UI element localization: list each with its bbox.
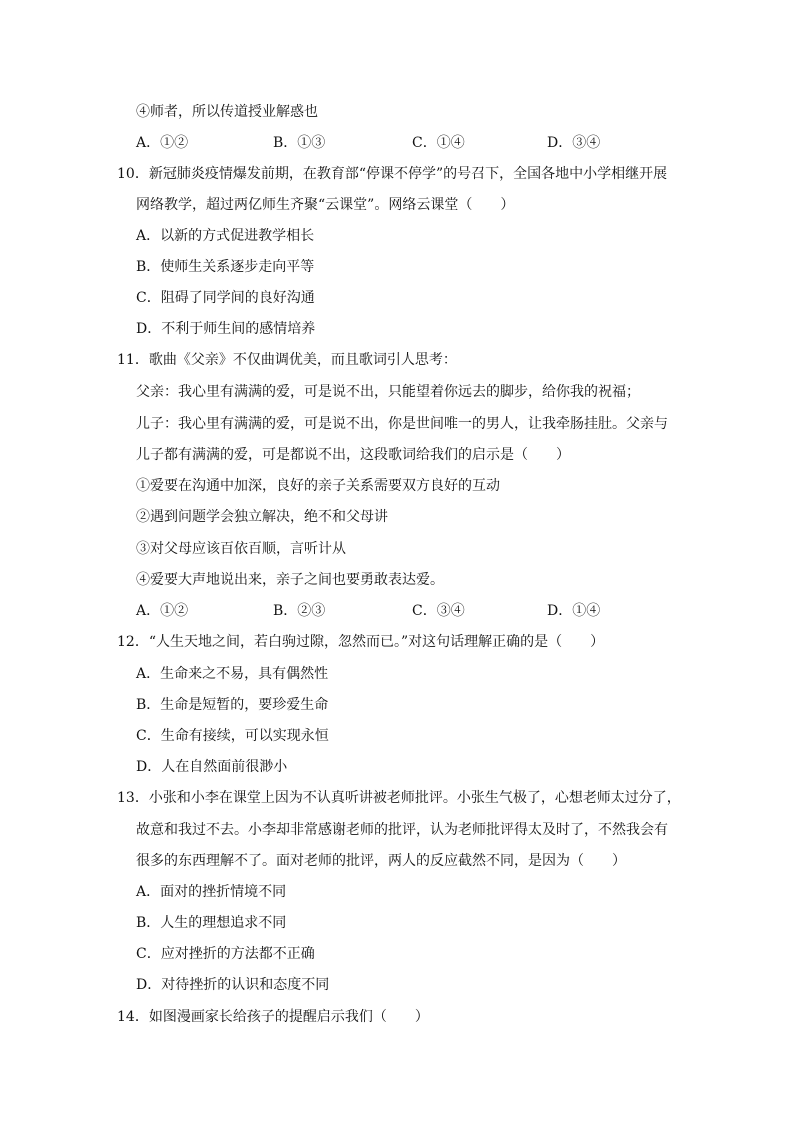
q11-options bbox=[136, 601, 696, 621]
q10-option-a: A．以新的方式促进教学相长 bbox=[136, 228, 315, 244]
q11-item-1: ①爱要在沟通中加深，良好的亲子关系需要双方良好的互动 bbox=[136, 478, 500, 494]
q13-stem-line-3: 很多的东西理解不了。面对老师的批评，两人的反应截然不同，是因为（ ） bbox=[136, 853, 626, 869]
q10-stem-line-2: 网络教学，超过两亿师生齐聚“云课堂”。网络云课堂（ ） bbox=[136, 197, 515, 213]
q9-option-b: B．①③ bbox=[273, 135, 326, 151]
q12-stem: 12．“人生天地之间，若白驹过隙，忽然而已。”对这句话理解正确的是（ ） bbox=[117, 634, 605, 650]
q12-option-c: C．生命有接续，可以实现永恒 bbox=[136, 728, 329, 744]
q11-item-4: ④爱要大声地说出来，亲子之间也要勇敢表达爱。 bbox=[136, 572, 444, 588]
q11-stem-line-4: 儿子都有满满的爱，可是都说不出，这段歌词给我们的启示是（ ） bbox=[136, 447, 570, 463]
q9-item-4: ④师者，所以传道授业解惑也 bbox=[136, 104, 318, 120]
q14-stem: 14．如图漫画家长给孩子的提醒启示我们（ ） bbox=[117, 1009, 429, 1025]
q12-option-a: A．生命来之不易，具有偶然性 bbox=[136, 666, 329, 682]
q9-option-c: C．①④ bbox=[412, 135, 465, 151]
q10-option-b: B．使师生关系逐步走向平等 bbox=[136, 259, 315, 275]
q13-stem-line-2: 故意和我过不去。小李却非常感谢老师的批评，认为老师批评得太及时了，不然我会有 bbox=[136, 822, 668, 838]
q11-item-2: ②遇到问题学会独立解决，绝不和父母讲 bbox=[136, 509, 388, 525]
q11-item-3: ③对父母应该百依百顺，言听计从 bbox=[136, 541, 346, 557]
q13-option-b: B．人生的理想追求不同 bbox=[136, 915, 287, 931]
q11-lyric-son: 儿子：我心里有满满的爱，可是说不出，你是世间唯一的男人，让我牵肠挂肚。父亲与 bbox=[136, 416, 668, 432]
q11-option-c: C．③④ bbox=[412, 603, 465, 619]
q11-option-a: A．①② bbox=[136, 603, 189, 619]
q13-option-d: D．对待挫折的认识和态度不同 bbox=[136, 977, 330, 993]
q13-option-a: A．面对的挫折情境不同 bbox=[136, 884, 287, 900]
q10-stem-line-1: 10．新冠肺炎疫情爆发前期，在教育部“停课不停学”的号召下，全国各地中小学相继开展 bbox=[117, 166, 668, 182]
q12-option-b: B．生命是短暂的，要珍爱生命 bbox=[136, 697, 329, 713]
q10-option-d: D．不利于师生间的感情培养 bbox=[136, 321, 316, 337]
q11-option-d: D．①④ bbox=[547, 603, 601, 619]
q10-option-c: C．阻碍了同学间的良好沟通 bbox=[136, 290, 315, 306]
q9-option-a: A．①② bbox=[136, 135, 189, 151]
q13-option-c: C．应对挫折的方法都不正确 bbox=[136, 946, 315, 962]
q9-options bbox=[136, 133, 696, 153]
q13-stem-line-1: 13．小张和小李在课堂上因为不认真听讲被老师批评。小张生气极了，心想老师太过分了， bbox=[117, 790, 681, 806]
q12-option-d: D．人在自然面前很渺小 bbox=[136, 759, 288, 775]
q11-option-b: B．②③ bbox=[273, 603, 326, 619]
q11-lyric-father: 父亲：我心里有满满的爱，可是说不出，只能望着你远去的脚步，给你我的祝福； bbox=[136, 384, 640, 400]
q9-option-d: D．③④ bbox=[547, 135, 601, 151]
q11-stem-line-1: 11．歌曲《父亲》不仅曲调优美，而且歌词引人思考： bbox=[117, 352, 457, 368]
